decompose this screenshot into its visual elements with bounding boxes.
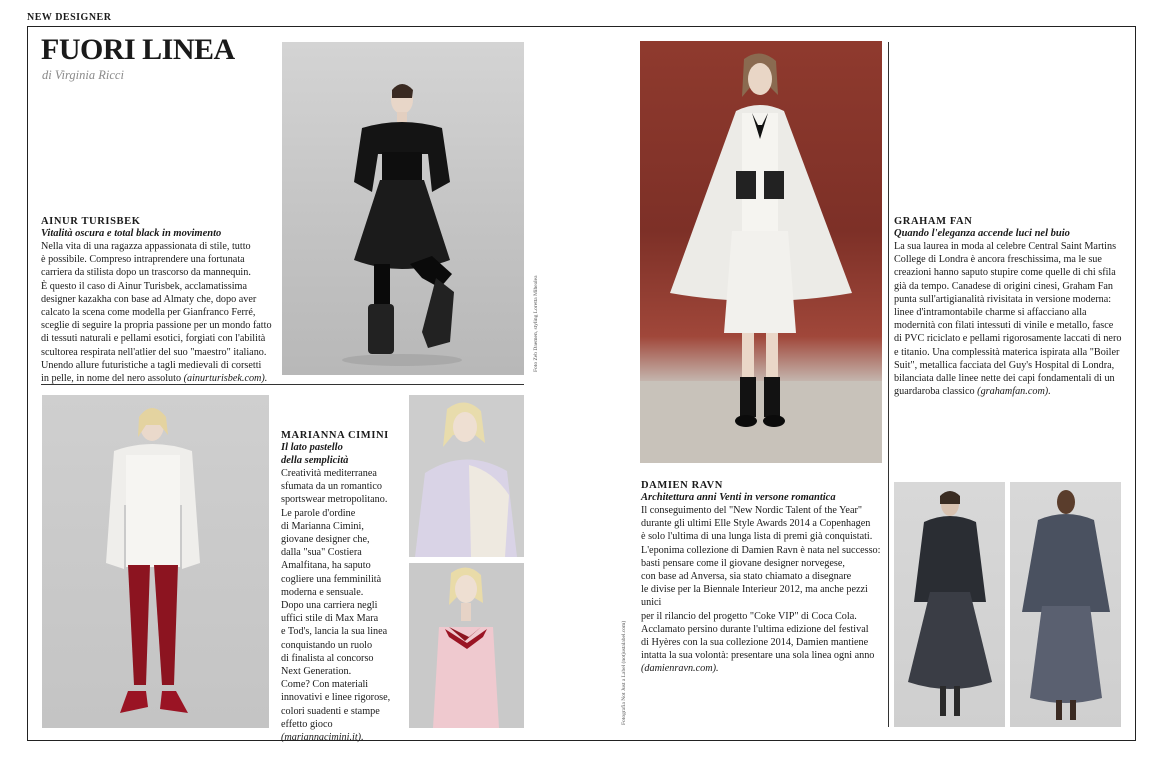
photo-damien-white-cape — [640, 41, 882, 463]
body-line: colori suadenti e stampe — [281, 705, 380, 717]
body-line: basti pensare come il giovane designer norvegese, — [641, 557, 845, 569]
body-line: Creatività mediterranea — [281, 468, 377, 479]
body-line: Unendo allure futuristiche a tagli medievali di corsetti — [41, 359, 262, 371]
body-line — [281, 731, 407, 744]
body-line: effetto gioco — [281, 718, 333, 730]
photo-marianna-red-trousers — [42, 395, 269, 728]
designer-site: (ainurturisbek.com). — [183, 373, 268, 385]
body-line: durante gli ultimi Elle Style Awards 2014 a Copenhagen — [641, 518, 871, 530]
body-line: Next Generation. — [281, 666, 352, 678]
body-line: bilanciata dalle linee nette dei capi fondamentali di un — [894, 373, 1115, 385]
model-black-dress-figure — [282, 42, 524, 375]
article-subtitle: Architettura anni Venti in versone romantica — [641, 492, 836, 503]
model-runway-1-figure — [894, 482, 1005, 727]
photo-marianna-pink-dress — [409, 563, 524, 728]
designer-site: (grahamfan.com). — [977, 386, 1051, 398]
body-line: Dopo una carriera negli — [281, 600, 378, 612]
body-line: è solo l'ultima di una lunga lista di premi già conquistati. — [641, 531, 873, 543]
body-line: sfumata da un romantico — [281, 481, 382, 493]
designer-site: (mariannacimini.it). — [281, 732, 364, 744]
article-marianna — [281, 430, 407, 744]
model-white-cape-figure — [640, 41, 882, 463]
body-line: uffici stile di Max Mara — [281, 613, 379, 625]
body-line: innovativi e linee rigorose, — [281, 692, 391, 704]
article-body — [641, 504, 886, 676]
divider-vertical — [888, 42, 889, 727]
body-line: carriera da stilista dopo un trascorso da mannequin. — [41, 267, 251, 279]
page-title: FUORI LINEA — [41, 33, 235, 66]
body-line: cogliere una femminilità — [281, 573, 382, 585]
body-line: con base ad Anversa, sia stato chiamato a disegnare — [641, 571, 852, 583]
designer-name: GRAHAM FAN — [894, 216, 973, 227]
body-line: linee d'intramontabile charme si affacciano alla — [894, 307, 1087, 319]
body-line: Come? Con materiali — [281, 679, 369, 691]
body-line: dalla "sua" Costiera — [281, 547, 362, 559]
body-line: di PVC riciclato e pellami rigorosamente laccati di nero — [894, 333, 1122, 345]
article-ainur — [41, 216, 281, 385]
designer-name: AINUR TURISBEK — [41, 216, 141, 227]
body-line: scultorea respirata nell'atlier del suo "maestro" italiano. — [41, 346, 267, 358]
photo-graham-runway-2 — [1010, 482, 1121, 727]
body-line: per il rilancio del progetto "Coke VIP" di Coca Cola. — [641, 610, 857, 622]
body-line: creazioni hanno saputo stupire come quelle di chi sfila — [894, 267, 1116, 279]
body-line: College di Londra è ancora freschissima, ma le sue — [894, 254, 1102, 266]
article-damien — [641, 480, 886, 676]
body-line: conquistando un ruolo — [281, 639, 373, 651]
body-line — [641, 662, 886, 675]
article-subtitle: Vitalità oscura e total black in movimento — [41, 228, 222, 239]
body-line: La sua laurea in moda al celebre Central Saint Martins — [894, 241, 1117, 252]
byline: di Virginia Ricci — [42, 68, 124, 82]
article-graham — [894, 216, 1134, 398]
body-line: sceglie di seguire la propria passione per un mondo fatto — [41, 320, 272, 332]
designer-name: MARIANNA CIMINI — [281, 430, 389, 441]
body-line: Amalfitana, ha saputo — [281, 560, 371, 572]
body-line: moderna e sensuale. — [281, 586, 364, 598]
photo-ainur-black-dress — [282, 42, 524, 375]
model-pink-dress-figure — [409, 563, 524, 728]
body-line: designer kazakha con base ad Almaty che, dopo aver — [41, 293, 257, 305]
body-line: già da tempo. Canadese di origini cinesi, Graham Fan — [894, 280, 1113, 292]
article-body — [41, 240, 281, 385]
body-line: calcato la scena come modella per Gianfranco Ferré, — [41, 307, 256, 319]
photo-credit-middle: Fotografia Not Just a Label (notjustalabel.com) — [621, 620, 627, 725]
model-lilac-top-figure — [409, 395, 524, 557]
body-line: le divise per la Biennale Interieur 2012, ma anche pezzi unici — [641, 584, 868, 609]
article-body — [281, 467, 407, 744]
body-line: di Marianna Cimini, — [281, 520, 364, 532]
body-line: Le parole d'ordine — [281, 507, 356, 519]
body-line: punta sull'artigianalità rivisitata in versione moderna: — [894, 293, 1112, 305]
body-line: e titanio. Una complessità materica ispirata alla "Boiler — [894, 346, 1120, 358]
body-line: intatta la sua volontà: presentare una sola linea ogni anno — [641, 650, 875, 662]
body-line: è possibile. Compreso intraprendere una fortunata — [41, 254, 245, 266]
body-line: È questo il caso di Ainur Turisbek, acclamatissima — [41, 280, 247, 292]
body-line: Acclamato persino durante l'ultima edizione del festival — [641, 623, 869, 635]
article-subtitle: della semplicità — [281, 455, 349, 466]
article-subtitle: Quando l'eleganza accende luci nel buio — [894, 228, 1070, 239]
body-line: Nella vita di una ragazza appassionata di stile, tutto — [41, 241, 251, 252]
body-line: di Hyères con la sua collezione 2014, Damien mantiene — [641, 637, 869, 649]
body-line: modernità con filati intessuti di vinile e metallo, fasce — [894, 320, 1114, 332]
model-runway-2-figure — [1010, 482, 1121, 727]
designer-site: (damienravn.com). — [641, 663, 719, 675]
body-line: L'eponima collezione di Damien Ravn è nata nel successo: — [641, 544, 881, 556]
body-line: sportswear metropolitano. — [281, 494, 388, 506]
model-red-trousers-figure — [42, 395, 269, 728]
body-line: giovane designer che, — [281, 534, 370, 546]
body-line: guardaroba classico (grahamfan.com). — [894, 386, 1051, 398]
designer-name: DAMIEN RAVN — [641, 480, 723, 491]
article-body — [894, 240, 1134, 398]
body-line: Il conseguimento del "New Nordic Talent of the Year" — [641, 505, 863, 516]
divider-horizontal — [41, 384, 524, 385]
article-subtitle: Il lato pastello — [281, 442, 343, 453]
section-tag: NEW DESIGNER — [27, 12, 112, 23]
body-line: in pelle, in nome del nero assoluto (ainurturisbek.com). — [41, 373, 268, 385]
body-line: e Tod's, lancia la sua linea — [281, 626, 388, 638]
photo-graham-runway-1 — [894, 482, 1005, 727]
photo-credit-left: Foto Zeb Daemen, styling Loretta Mihealea — [533, 275, 539, 372]
body-line: Suit", metallica facciata del Guy's Hospital di Londra, — [894, 359, 1115, 371]
photo-marianna-lilac-top — [409, 395, 524, 557]
body-line: di finalista al concorso — [281, 652, 374, 664]
body-line: di tessuti naturali e pellami esotici, forgiati con l'abilità — [41, 333, 266, 345]
